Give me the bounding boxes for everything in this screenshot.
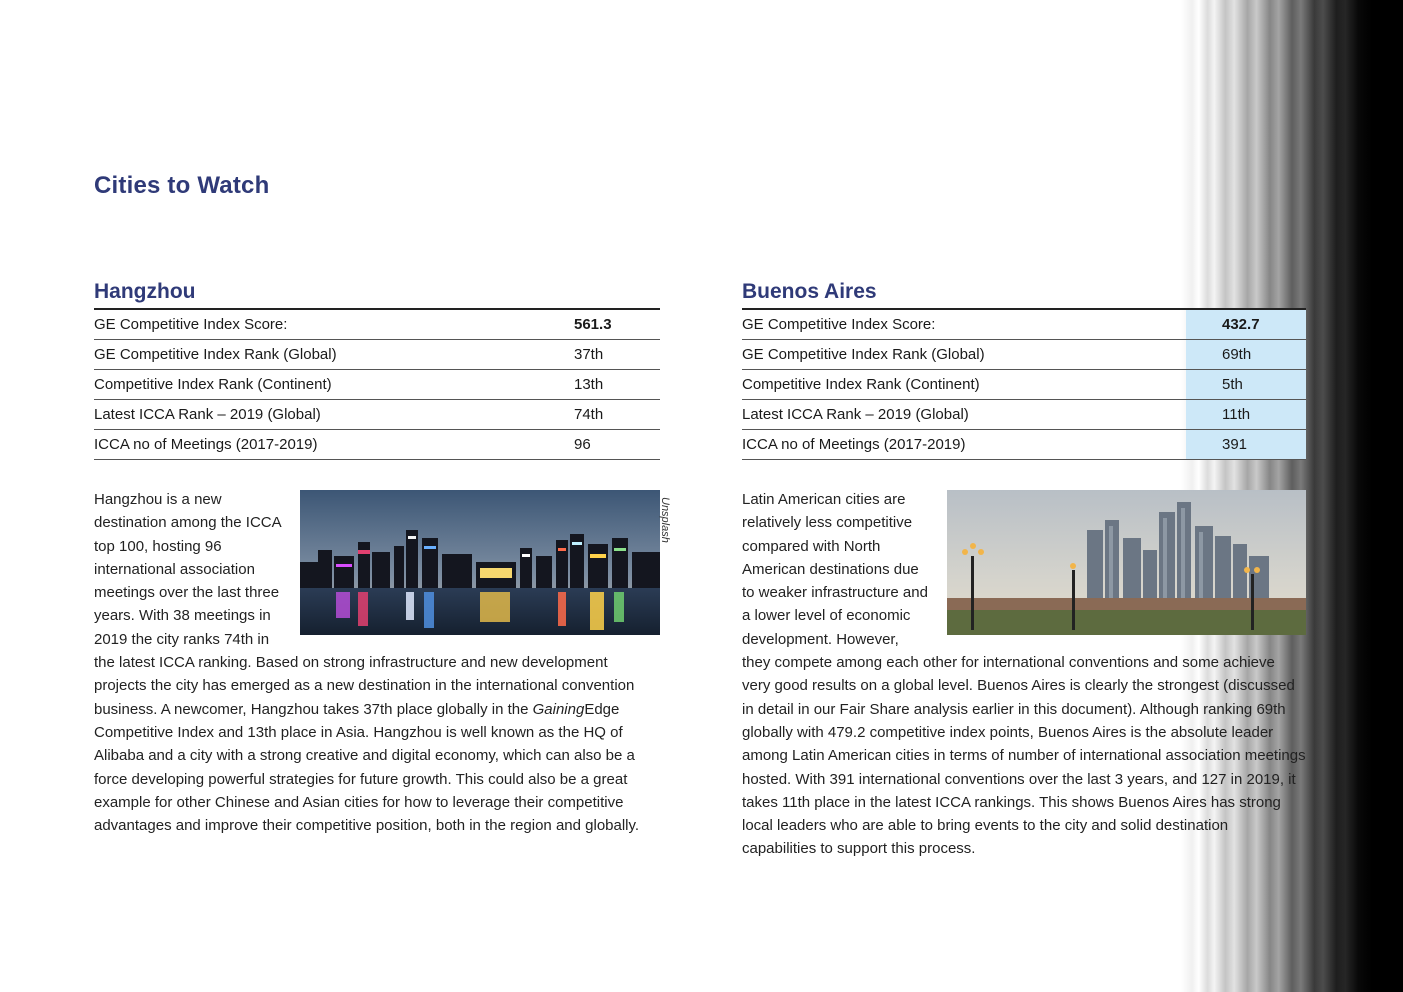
hangzhou-skyline-photo — [300, 490, 660, 635]
hangzhou-description — [94, 488, 660, 837]
table-row — [94, 370, 660, 400]
stat-value: 37th — [574, 340, 660, 370]
stat-value: 432.7 — [1186, 309, 1306, 340]
buenos-aires-description — [742, 488, 1306, 861]
stat-label: Latest ICCA Rank – 2019 (Global) — [94, 400, 574, 430]
stat-label: GE Competitive Index Rank (Global) — [94, 340, 574, 370]
stat-label: Competitive Index Rank (Continent) — [742, 370, 1186, 400]
table-row — [742, 340, 1306, 370]
stat-value: 11th — [1186, 400, 1306, 430]
buenos-aires-title: Buenos Aires — [742, 280, 877, 303]
stat-value: 96 — [574, 430, 660, 460]
stat-value: 561.3 — [574, 309, 660, 340]
hangzhou-text-part-1: Hangzhou is a new destination among the ICCA top 100, hosting 96 international association meetings over the last three years. With 38 meetings in 2019 the city ranks 74th in the latest ICCA ranking. Based on strong infrastructure and new development projects the city has emerged as a new destination in the international convention business. A newcomer, Hangzhou takes 37th place globally in the — [94, 491, 635, 718]
table-row — [94, 340, 660, 370]
stat-label: Competitive Index Rank (Continent) — [94, 370, 574, 400]
buenos-aires-skyline-photo — [947, 490, 1306, 635]
buenos-aires-stats-table — [742, 308, 1306, 460]
table-row — [94, 430, 660, 460]
table-row — [742, 370, 1306, 400]
stat-label: Latest ICCA Rank – 2019 (Global) — [742, 400, 1186, 430]
stat-value: 13th — [574, 370, 660, 400]
stat-label: ICCA no of Meetings (2017-2019) — [742, 430, 1186, 460]
hangzhou-text-part-2: Edge Competitive Index and 13th place in Asia. Hangzhou is well known as the HQ of Alibaba and a city with a strong creative and digital economy, which can also be a force developing powerful strategies for future growth. This could also be a great example for other Chinese and Asian cities for how to leverage their competitive advantages and improve their competitive position, both in the region and globally. — [94, 700, 640, 835]
buenos-aires-section — [742, 278, 1306, 861]
hangzhou-stats-table — [94, 308, 660, 460]
photo-credit: Unsplash — [659, 497, 671, 543]
table-row — [742, 430, 1306, 460]
stat-label: GE Competitive Index Score: — [742, 309, 1186, 340]
table-row — [94, 309, 660, 340]
table-row — [742, 309, 1306, 340]
hangzhou-section — [94, 278, 660, 837]
hangzhou-title: Hangzhou — [94, 280, 196, 303]
stat-label: GE Competitive Index Rank (Global) — [742, 340, 1186, 370]
table-row — [742, 400, 1306, 430]
buenos-aires-text: Latin American cities are relatively less competitive compared with North American destinations due to weaker infrastructure and a lower level of economic development. However, they compete among each other for international conventions and some achieve very good results on a global level. Buenos Aires is clearly the strongest (discussed in detail in our Fair Share analysis earlier in this document). Although ranking 69th globally with 479.2 competitive index points, Buenos Aires is the absolute leader among Latin American cities in terms of number of international association meetings hosted. With 391 international conventions over the last 3 years, and 127 in 2019, it takes 11th place in the latest ICCA rankings. This shows Buenos Aires has strong local leaders who are able to bring events to the city and solid destination capabilities to support this process. — [742, 491, 1306, 858]
stat-value: 74th — [574, 400, 660, 430]
page-title: Cities to Watch — [94, 172, 270, 199]
stat-label: ICCA no of Meetings (2017-2019) — [94, 430, 574, 460]
table-row — [94, 400, 660, 430]
hangzhou-text-italic: Gaining — [532, 700, 585, 718]
stat-label: GE Competitive Index Score: — [94, 309, 574, 340]
stat-value: 5th — [1186, 370, 1306, 400]
stat-value: 391 — [1186, 430, 1306, 460]
stat-value: 69th — [1186, 340, 1306, 370]
